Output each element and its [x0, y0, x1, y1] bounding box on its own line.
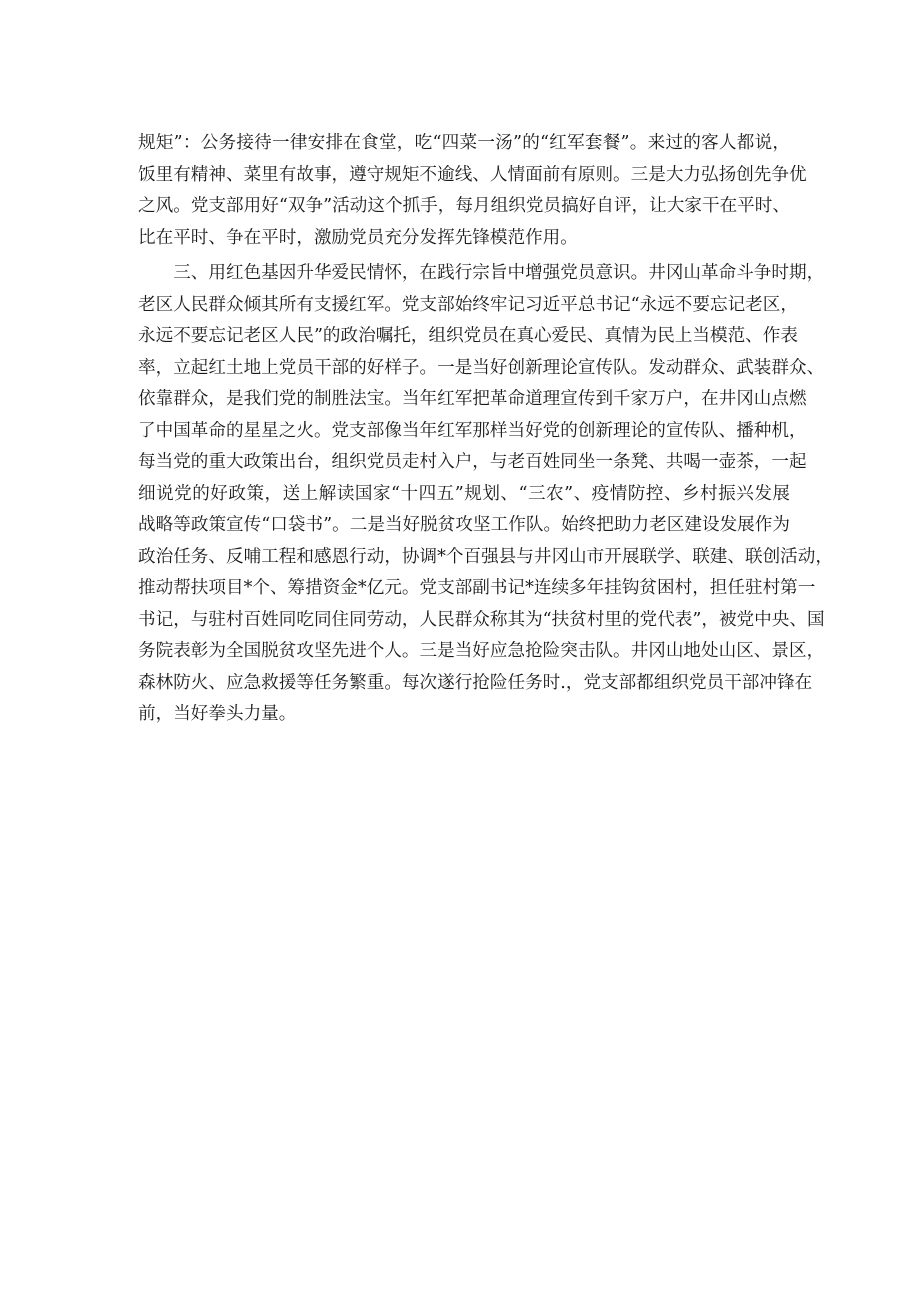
text-line: 细说党的好政策，送上解读国家“十四五”规划、“三农”、疫情防控、乡村振兴发展	[138, 483, 790, 504]
paragraph-1	[138, 128, 807, 254]
text-line: 政治任务、反哺工程和感恩行动，协调*个百强县与井冈山市开展联学、联建、联创活动，	[138, 546, 833, 567]
text-line: 每当党的重大政策出台，组织党员走村入户，与老百姓同坐一条凳、共喝一壶茶，一起	[138, 452, 807, 472]
text-line: 三、用红色基因升华爱民情怀，在践行宗旨中增强党员意识。井冈山革命斗争时期，	[138, 263, 825, 283]
text-line: 书记，与驻村百姓同吃同住同劳动，人民群众称其为“扶贫村里的党代表”，被党中央、国	[138, 609, 825, 630]
text-line: 率，立起红土地上党员干部的好样子。一是当好创新理论宣传队。发动群众、武装群众、	[138, 357, 825, 378]
text-line: 战略等政策宣传“口袋书”。二是当好脱贫攻坚工作队。始终把助力老区建设发展作为	[138, 515, 790, 535]
text-line: 推动帮扶项目*个、筹措资金*亿元。党支部副书记*连续多年挂钩贫困村，担任驻村第一	[138, 578, 816, 598]
text-line: 森林防火、应急救援等任务繁重。每次遂行抢险任务时.，党支部都组织党员干部冲锋在	[138, 672, 813, 693]
text-line: 依靠群众，是我们党的制胜法宝。当年红军把革命道理宣传到千家万户，在井冈山点燃	[138, 389, 807, 409]
text-line: 老区人民群众倾其所有支援红军。党支部始终牢记习近平总书记“永远不要忘记老区，	[138, 294, 798, 315]
document-body	[138, 128, 833, 731]
text-line: 永远不要忘记老区人民”的政治嘱托，组织党员在真心爱民、真情为民上当模范、作表	[138, 326, 798, 346]
text-line: 之风。党支部用好“双争”活动这个抓手，每月组织党员搞好自评，让大家干在平时、	[138, 196, 790, 216]
text-line: 饭里有精神、菜里有故事，遵守规矩不逾线、人情面前有原则。三是大力弘扬创先争优	[138, 164, 807, 185]
paragraph-2	[138, 258, 833, 731]
text-line: 规矩”：公务接待一律安排在食堂，吃“四菜一汤”的“红军套餐”。来过的客人都说，	[138, 133, 790, 153]
text-line: 前，当好拳头力量。	[138, 704, 297, 724]
text-line: 务院表彰为全国脱贫攻坚先进个人。三是当好应急抢险突击队。井冈山地处山区、景区，	[138, 641, 825, 661]
text-line: 比在平时、争在平时，激励党员充分发挥先锋模范作用。	[138, 227, 578, 248]
text-line: 了中国革命的星星之火。党支部像当年红军那样当好党的创新理论的宣传队、播种机，	[138, 420, 807, 441]
